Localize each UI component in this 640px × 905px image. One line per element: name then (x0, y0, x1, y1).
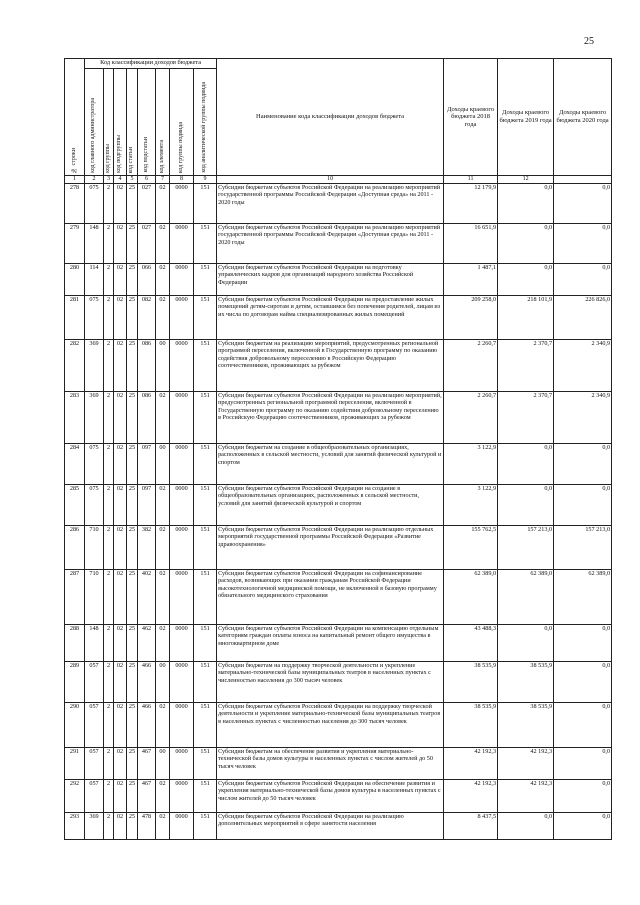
admin-code: 057 (85, 703, 104, 748)
row-number: 287 (65, 570, 85, 625)
income-code-name: Субсидии бюджетам субъектов Российской Федерации на реализацию мероприятий, предусмотренных региональной программой переселения, включенной в Государственную программу по оказанию содействия добровольному переселению в Российскую Федерацию соотечественников, проживающих за рубежом (217, 392, 444, 444)
subarticle-code: 467 (138, 748, 156, 780)
income-2018: 62 389,0 (444, 570, 498, 625)
income-code-name: Субсидии бюджетам субъектов Российской Федерации на предоставление жилых помещений детям-сиротам и детям, оставшимся без попечения родителей, лицам из их числа по договорам найма специализированных жилых помещений (217, 296, 444, 340)
income-code-name: Субсидии бюджетам на реализацию мероприятий, предусмотренных региональной программой переселения, включенной в Государственную программу по оказанию содействия добровольному переселению в Российскую Федерацию соотечественников, проживающих за рубежом (217, 340, 444, 392)
element-code: 02 (156, 703, 170, 748)
table-row (65, 625, 612, 662)
col-number: 10 (217, 176, 444, 184)
group-code: 2 (104, 526, 114, 570)
subtype-group-code: 0000 (170, 340, 194, 392)
income-2020: 2 340,9 (554, 392, 612, 444)
subtype-group-code: 0000 (170, 748, 194, 780)
income-code-name: Субсидии бюджетам субъектов Российской Федерации на софинансирование расходов, возникающих при оказании гражданам Российской Федерации высокотехнологичной медицинской помощи, не включенной в базовую программу обязательного медицинского страхования (217, 570, 444, 625)
element-code: 02 (156, 296, 170, 340)
subarticle-code: 082 (138, 296, 156, 340)
admin-code: 710 (85, 526, 104, 570)
col-number (554, 176, 612, 184)
admin-code: 057 (85, 748, 104, 780)
table-row (65, 813, 612, 840)
header-number-row (65, 176, 612, 184)
subarticle-code: 466 (138, 703, 156, 748)
group-code: 2 (104, 813, 114, 840)
subtype-group-code: 0000 (170, 526, 194, 570)
header-subtype-group-code: код группы подвида (170, 69, 194, 176)
income-2019: 38 535,9 (498, 662, 554, 703)
subtype-group-code: 0000 (170, 485, 194, 526)
admin-code: 057 (85, 780, 104, 813)
group-code: 2 (104, 340, 114, 392)
income-code-name: Субсидии бюджетам субъектов Российской Федерации на обеспечение развития и укрепления материально-технической базы домов культуры в населенных пунктах с числом жителей до 50 тысяч человек (217, 780, 444, 813)
element-code: 00 (156, 748, 170, 780)
subtype-group-code: 0000 (170, 444, 194, 485)
article-code: 25 (127, 813, 138, 840)
subgroup-code: 02 (114, 813, 127, 840)
income-2019: 0,0 (498, 444, 554, 485)
admin-code: 075 (85, 184, 104, 224)
analytic-group-code: 151 (194, 748, 217, 780)
table-row (65, 264, 612, 296)
admin-code: 075 (85, 444, 104, 485)
article-code: 25 (127, 625, 138, 662)
row-number: 279 (65, 224, 85, 264)
subgroup-code: 02 (114, 662, 127, 703)
income-2020: 0,0 (554, 625, 612, 662)
article-code: 25 (127, 662, 138, 703)
admin-code: 114 (85, 264, 104, 296)
group-code: 2 (104, 780, 114, 813)
income-2020: 0,0 (554, 184, 612, 224)
header-code-name: Наименование кода классификации доходов бюджета (217, 59, 444, 176)
element-code: 02 (156, 392, 170, 444)
subtype-group-code: 0000 (170, 392, 194, 444)
income-code-name: Субсидии бюджетам на обеспечение развития и укрепления материально-технической базы домов культуры в населенных пунктах с числом жителей до 50 тысяч человек (217, 748, 444, 780)
page-number: 25 (584, 36, 594, 47)
subarticle-code: 097 (138, 444, 156, 485)
row-number: 293 (65, 813, 85, 840)
header-classification-group: Код классификации доходов бюджета (85, 59, 217, 69)
subgroup-code: 02 (114, 703, 127, 748)
subtype-group-code: 0000 (170, 224, 194, 264)
income-2020: 0,0 (554, 444, 612, 485)
group-code: 2 (104, 392, 114, 444)
income-2018: 2 260,7 (444, 392, 498, 444)
col-number: 8 (170, 176, 194, 184)
element-code: 02 (156, 813, 170, 840)
subarticle-code: 382 (138, 526, 156, 570)
admin-code: 710 (85, 570, 104, 625)
group-code: 2 (104, 184, 114, 224)
income-2018: 38 535,9 (444, 662, 498, 703)
subgroup-code: 02 (114, 444, 127, 485)
income-2019: 0,0 (498, 485, 554, 526)
income-code-name: Субсидии бюджетам субъектов Российской Федерации на создание в общеобразовательных организациях, расположенных в сельской местности, условий для занятий физической культурой и спортом (217, 485, 444, 526)
admin-code: 057 (85, 662, 104, 703)
subtype-group-code: 0000 (170, 703, 194, 748)
analytic-group-code: 151 (194, 780, 217, 813)
row-number: 283 (65, 392, 85, 444)
row-number: 282 (65, 340, 85, 392)
col-number: 2 (85, 176, 104, 184)
article-code: 25 (127, 392, 138, 444)
subgroup-code: 02 (114, 392, 127, 444)
article-code: 25 (127, 264, 138, 296)
income-2018: 42 192,3 (444, 780, 498, 813)
table-row (65, 662, 612, 703)
article-code: 25 (127, 570, 138, 625)
income-2020: 0,0 (554, 703, 612, 748)
group-code: 2 (104, 570, 114, 625)
income-2020: 0,0 (554, 662, 612, 703)
income-2020: 0,0 (554, 748, 612, 780)
header-income-2018: Доходы краевого бюджета 2018 года (444, 59, 498, 176)
col-number: 9 (194, 176, 217, 184)
income-2019: 0,0 (498, 224, 554, 264)
analytic-group-code: 151 (194, 625, 217, 662)
subtype-group-code: 0000 (170, 662, 194, 703)
header-admin-code: код главного администратора (85, 69, 104, 176)
income-2020: 62 389,0 (554, 570, 612, 625)
row-number: 281 (65, 296, 85, 340)
table-row (65, 392, 612, 444)
subarticle-code: 027 (138, 224, 156, 264)
subgroup-code: 02 (114, 570, 127, 625)
col-number: 1 (65, 176, 85, 184)
subtype-group-code: 0000 (170, 625, 194, 662)
analytic-group-code: 151 (194, 340, 217, 392)
header-article-code: код статьи (127, 69, 138, 176)
income-2020: 0,0 (554, 780, 612, 813)
header-element-code: код элемента (156, 69, 170, 176)
group-code: 2 (104, 485, 114, 526)
income-2018: 42 192,3 (444, 748, 498, 780)
admin-code: 075 (85, 296, 104, 340)
analytic-group-code: 151 (194, 224, 217, 264)
table-row (65, 526, 612, 570)
article-code: 25 (127, 224, 138, 264)
income-2019: 42 192,3 (498, 780, 554, 813)
row-number: 286 (65, 526, 85, 570)
income-code-name: Субсидии бюджетам субъектов Российской Федерации на реализацию мероприятий государственной программы Российской Федерации «Доступная среда» на 2011 - 2020 годы (217, 184, 444, 224)
row-number: 280 (65, 264, 85, 296)
income-2019: 62 389,0 (498, 570, 554, 625)
subgroup-code: 02 (114, 748, 127, 780)
analytic-group-code: 151 (194, 392, 217, 444)
table-row (65, 184, 612, 224)
group-code: 2 (104, 444, 114, 485)
income-2019: 218 101,9 (498, 296, 554, 340)
table-row (65, 340, 612, 392)
subgroup-code: 02 (114, 526, 127, 570)
subgroup-code: 02 (114, 224, 127, 264)
element-code: 00 (156, 340, 170, 392)
income-2020: 226 826,0 (554, 296, 612, 340)
element-code: 02 (156, 625, 170, 662)
budget-income-table (64, 58, 612, 840)
income-2019: 2 370,7 (498, 340, 554, 392)
subarticle-code: 027 (138, 184, 156, 224)
subtype-group-code: 0000 (170, 296, 194, 340)
income-2018: 43 488,3 (444, 625, 498, 662)
admin-code: 369 (85, 392, 104, 444)
row-number: 285 (65, 485, 85, 526)
subgroup-code: 02 (114, 780, 127, 813)
analytic-group-code: 151 (194, 296, 217, 340)
table-row (65, 570, 612, 625)
income-2018: 1 487,1 (444, 264, 498, 296)
header-analytic-group-code: код аналитической группы подвида (194, 69, 217, 176)
income-2018: 38 535,9 (444, 703, 498, 748)
element-code: 02 (156, 224, 170, 264)
table-row (65, 703, 612, 748)
table-row (65, 444, 612, 485)
income-code-name: Субсидии бюджетам субъектов Российской Федерации на подготовку управленческих кадров для организаций народного хозяйства Российской Федерации (217, 264, 444, 296)
income-code-name: Субсидии бюджетам субъектов Российской Федерации на реализацию мероприятий государственной программы Российской Федерации «Доступная среда» на 2011 - 2020 годы (217, 224, 444, 264)
row-number: 288 (65, 625, 85, 662)
income-code-name: Субсидии бюджетам субъектов Российской Федерации на реализацию дополнительных мероприятий в сфере занятости населения (217, 813, 444, 840)
col-number: 4 (114, 176, 127, 184)
group-code: 2 (104, 296, 114, 340)
admin-code: 075 (85, 485, 104, 526)
group-code: 2 (104, 703, 114, 748)
subarticle-code: 066 (138, 264, 156, 296)
subarticle-code: 478 (138, 813, 156, 840)
element-code: 00 (156, 662, 170, 703)
subarticle-code: 462 (138, 625, 156, 662)
subgroup-code: 02 (114, 264, 127, 296)
subarticle-code: 402 (138, 570, 156, 625)
element-code: 02 (156, 526, 170, 570)
subtype-group-code: 0000 (170, 570, 194, 625)
article-code: 25 (127, 748, 138, 780)
admin-code: 148 (85, 625, 104, 662)
subtype-group-code: 0000 (170, 264, 194, 296)
admin-code: 369 (85, 813, 104, 840)
income-2020: 157 213,0 (554, 526, 612, 570)
article-code: 25 (127, 296, 138, 340)
income-2018: 155 762,5 (444, 526, 498, 570)
subgroup-code: 02 (114, 184, 127, 224)
header-subgroup-code: код подгруппы (114, 69, 127, 176)
subarticle-code: 097 (138, 485, 156, 526)
income-2019: 157 213,0 (498, 526, 554, 570)
income-code-name: Субсидии бюджетам субъектов Российской Федерации на реализацию отдельных мероприятий государственной программы Российской Федерации «Развитие здравоохранения» (217, 526, 444, 570)
income-code-name: Субсидии бюджетам субъектов Российской Федерации на поддержку творческой деятельности и укрепление материально-технической базы муниципальных театров в населенных пунктах с численностью населения до 300 тысяч человек (217, 703, 444, 748)
admin-code: 369 (85, 340, 104, 392)
income-2020: 0,0 (554, 485, 612, 526)
group-code: 2 (104, 224, 114, 264)
row-number: 278 (65, 184, 85, 224)
row-number: 291 (65, 748, 85, 780)
income-2019: 0,0 (498, 813, 554, 840)
subarticle-code: 466 (138, 662, 156, 703)
income-2019: 0,0 (498, 184, 554, 224)
analytic-group-code: 151 (194, 264, 217, 296)
income-2020: 0,0 (554, 264, 612, 296)
subgroup-code: 02 (114, 485, 127, 526)
subarticle-code: 086 (138, 340, 156, 392)
income-code-name: Субсидии бюджетам на поддержку творческой деятельности и укрепление материально-технической базы муниципальных театров в населенных пунктах с численностью населения до 300 тысяч человек (217, 662, 444, 703)
article-code: 25 (127, 703, 138, 748)
income-2019: 42 192,3 (498, 748, 554, 780)
analytic-group-code: 151 (194, 444, 217, 485)
col-number: 5 (127, 176, 138, 184)
article-code: 25 (127, 340, 138, 392)
income-code-name: Субсидии бюджетам субъектов Российской Федерации на компенсацию отдельным категориям граждан оплаты взноса на капитальный ремонт общего имущества в многоквартирном доме (217, 625, 444, 662)
table-row (65, 296, 612, 340)
row-number: 290 (65, 703, 85, 748)
header-income-2019: Доходы краевого бюджета 2019 года (498, 59, 554, 176)
group-code: 2 (104, 748, 114, 780)
header-income-2020: Доходы краевого бюджета 2020 года (554, 59, 612, 176)
table-row (65, 748, 612, 780)
subgroup-code: 02 (114, 340, 127, 392)
subgroup-code: 02 (114, 625, 127, 662)
article-code: 25 (127, 485, 138, 526)
col-number: 3 (104, 176, 114, 184)
group-code: 2 (104, 662, 114, 703)
col-number: 6 (138, 176, 156, 184)
header-subarticle-code: код подстатьи (138, 69, 156, 176)
income-2018: 8 437,5 (444, 813, 498, 840)
article-code: 25 (127, 526, 138, 570)
analytic-group-code: 151 (194, 526, 217, 570)
row-number: 292 (65, 780, 85, 813)
income-2018: 3 122,9 (444, 485, 498, 526)
analytic-group-code: 151 (194, 813, 217, 840)
element-code: 02 (156, 184, 170, 224)
income-2020: 2 340,9 (554, 340, 612, 392)
table-row (65, 224, 612, 264)
income-2020: 0,0 (554, 224, 612, 264)
group-code: 2 (104, 625, 114, 662)
header-group-code: код группы (104, 69, 114, 176)
article-code: 25 (127, 184, 138, 224)
subgroup-code: 02 (114, 296, 127, 340)
element-code: 02 (156, 780, 170, 813)
subtype-group-code: 0000 (170, 813, 194, 840)
subtype-group-code: 0000 (170, 184, 194, 224)
income-2018: 209 258,0 (444, 296, 498, 340)
admin-code: 148 (85, 224, 104, 264)
analytic-group-code: 151 (194, 485, 217, 526)
income-2018: 12 179,9 (444, 184, 498, 224)
col-number: 7 (156, 176, 170, 184)
article-code: 25 (127, 780, 138, 813)
analytic-group-code: 151 (194, 184, 217, 224)
subarticle-code: 086 (138, 392, 156, 444)
income-2019: 2 370,7 (498, 392, 554, 444)
income-code-name: Субсидии бюджетам на создание в общеобразовательных организациях, расположенных в сельской местности, условий для занятий физической культурой и спортом (217, 444, 444, 485)
header-row-number: № строки (65, 59, 85, 176)
income-2018: 2 260,7 (444, 340, 498, 392)
income-2019: 0,0 (498, 625, 554, 662)
group-code: 2 (104, 264, 114, 296)
subarticle-code: 467 (138, 780, 156, 813)
income-2019: 0,0 (498, 264, 554, 296)
row-number: 284 (65, 444, 85, 485)
analytic-group-code: 151 (194, 703, 217, 748)
income-2018: 3 122,9 (444, 444, 498, 485)
article-code: 25 (127, 444, 138, 485)
element-code: 02 (156, 485, 170, 526)
table-row (65, 780, 612, 813)
table-row (65, 485, 612, 526)
row-number: 289 (65, 662, 85, 703)
analytic-group-code: 151 (194, 662, 217, 703)
income-2019: 38 535,9 (498, 703, 554, 748)
element-code: 02 (156, 570, 170, 625)
analytic-group-code: 151 (194, 570, 217, 625)
income-2020: 0,0 (554, 813, 612, 840)
element-code: 02 (156, 264, 170, 296)
income-2018: 16 651,9 (444, 224, 498, 264)
header-group-row (65, 59, 612, 69)
col-number: 11 (444, 176, 498, 184)
element-code: 00 (156, 444, 170, 485)
col-number: 12 (498, 176, 554, 184)
subtype-group-code: 0000 (170, 780, 194, 813)
